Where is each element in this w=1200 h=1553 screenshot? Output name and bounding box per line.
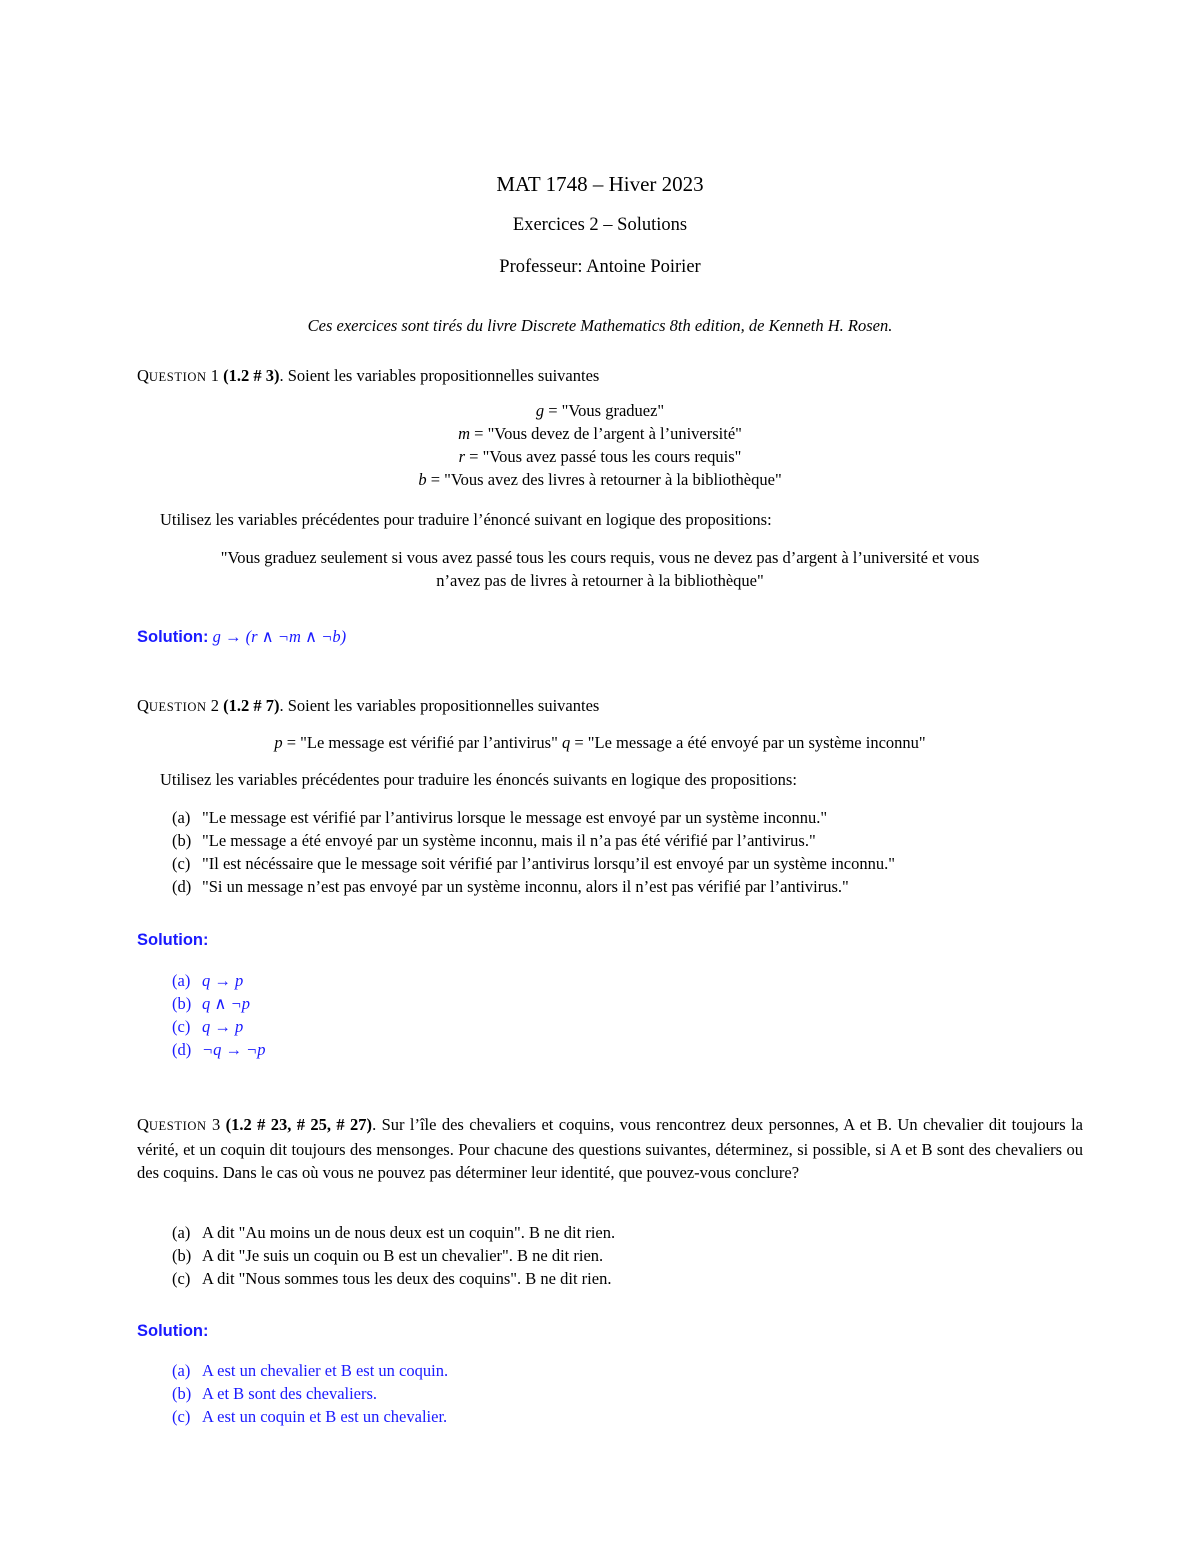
question-3-label-rest: UESTION bbox=[148, 1119, 207, 1133]
question-3-number: 3 bbox=[206, 1115, 226, 1134]
question-3-reference: (1.2 # 23, # 25, # 27) bbox=[225, 1115, 373, 1134]
question-2-solutions bbox=[172, 969, 266, 1061]
document-subtitle: Exercices 2 – Solutions bbox=[512, 215, 688, 235]
variable-definition: b = "Vous avez des livres à retourner à la bibliothèque" bbox=[418, 470, 782, 489]
solution-item: (b) A et B sont des chevaliers. bbox=[172, 1384, 378, 1403]
question-2-variables: p = "Le message est vérifié par l’antivirus" q = "Le message a été envoyé par un système inconnu" bbox=[274, 733, 926, 752]
solution-formula: g → (r ∧ ¬m ∧ ¬b) bbox=[212, 627, 347, 646]
question-1-label-first: Q bbox=[137, 366, 149, 385]
solution-item: (c) q → p bbox=[172, 1017, 244, 1036]
question-2-heading bbox=[137, 694, 599, 719]
question-2-label-first: Q bbox=[137, 696, 149, 715]
question-1-text: . Soient les variables propositionnelles suivantes bbox=[279, 366, 600, 385]
question-1-reference: (1.2 # 3) bbox=[223, 366, 280, 385]
question-3-list bbox=[172, 1221, 615, 1290]
solution-item: (a) A est un chevalier et B est un coquin. bbox=[172, 1361, 449, 1380]
question-3-label-first: Q bbox=[137, 1115, 149, 1134]
question-2-instruction: Utilisez les variables précédentes pour traduire les énoncés suivants en logique des propositions: bbox=[160, 770, 797, 789]
variable-definition: r = "Vous avez passé tous les cours requis" bbox=[458, 447, 742, 466]
professor-name: Professeur: Antoine Poirier bbox=[499, 257, 701, 277]
question-3-text: . Sur l’île des chevaliers et coquins, vous rencontrez deux personnes, A et B. Un chevalier dit toujours la vérité, et un coquin dit toujours des mensonges. Pour chacune des questions suivantes, déterminez, si possible, si A et B sont des chevaliers ou des coquins. Dans le cas où vous ne pouvez pas déterminer leur identité, que pouvez-vous conclure? bbox=[137, 1115, 1083, 1182]
question-1-quote bbox=[0, 546, 1200, 592]
variable-definition: m = "Vous devez de l’argent à l’université" bbox=[458, 424, 742, 443]
question-1-number: 1 bbox=[206, 366, 224, 385]
quote-line: "Vous graduez seulement si vous avez passé tous les cours requis, vous ne devez pas d’argent à l’université et vous bbox=[220, 548, 980, 567]
solution-item: (c) A est un coquin et B est un chevalier. bbox=[172, 1407, 448, 1426]
question-3-paragraph bbox=[137, 1113, 1083, 1184]
question-3-solutions bbox=[172, 1359, 448, 1428]
question-1-heading bbox=[137, 364, 599, 389]
question-2-list bbox=[172, 806, 895, 898]
question-2-text: . Soient les variables propositionnelles suivantes bbox=[279, 696, 600, 715]
solution-item: (d) ¬q → ¬p bbox=[172, 1040, 266, 1059]
question-2-solution-label: Solution: bbox=[137, 931, 209, 949]
question-1-variables bbox=[0, 399, 1200, 491]
question-3-solution-label: Solution: bbox=[137, 1322, 209, 1340]
question-2-number: 2 bbox=[206, 696, 224, 715]
variable-definition: g = "Vous graduez" bbox=[535, 401, 665, 420]
question-2-reference: (1.2 # 7) bbox=[223, 696, 280, 715]
list-item: (b) "Le message a été envoyé par un système inconnu, mais il n’a pas été vérifié par l’antivirus." bbox=[172, 831, 816, 850]
question-1-label-rest: UESTION bbox=[148, 370, 207, 384]
course-title: MAT 1748 – Hiver 2023 bbox=[496, 172, 704, 196]
quote-line: n’avez pas de livres à retourner à la bibliothèque" bbox=[436, 571, 764, 590]
question-1-solution bbox=[137, 625, 346, 649]
list-item: (a) A dit "Au moins un de nous deux est un coquin". B ne dit rien. bbox=[172, 1223, 616, 1242]
list-item: (c) "Il est nécéssaire que le message soit vérifié par l’antivirus lorsqu’il est envoyé par un système inconnu." bbox=[172, 854, 895, 873]
solution-label: Solution: bbox=[137, 628, 209, 646]
list-item: (a) "Le message est vérifié par l’antivirus lorsque le message est envoyé par un système inconnu." bbox=[172, 808, 828, 827]
question-2-label-rest: UESTION bbox=[148, 700, 207, 714]
list-item: (d) "Si un message n’est pas envoyé par un système inconnu, alors il n’est pas vérifié par l’antivirus." bbox=[172, 877, 849, 896]
list-item: (b) A dit "Je suis un coquin ou B est un chevalier". B ne dit rien. bbox=[172, 1246, 604, 1265]
question-1-instruction: Utilisez les variables précédentes pour traduire l’énoncé suivant en logique des propositions: bbox=[160, 510, 772, 529]
intro-note: Ces exercices sont tirés du livre Discrete Mathematics 8th edition, de Kenneth H. Rosen. bbox=[307, 316, 893, 335]
solution-item: (a) q → p bbox=[172, 971, 244, 990]
list-item: (c) A dit "Nous sommes tous les deux des coquins". B ne dit rien. bbox=[172, 1269, 612, 1288]
solution-item: (b) q ∧ ¬p bbox=[172, 994, 250, 1013]
